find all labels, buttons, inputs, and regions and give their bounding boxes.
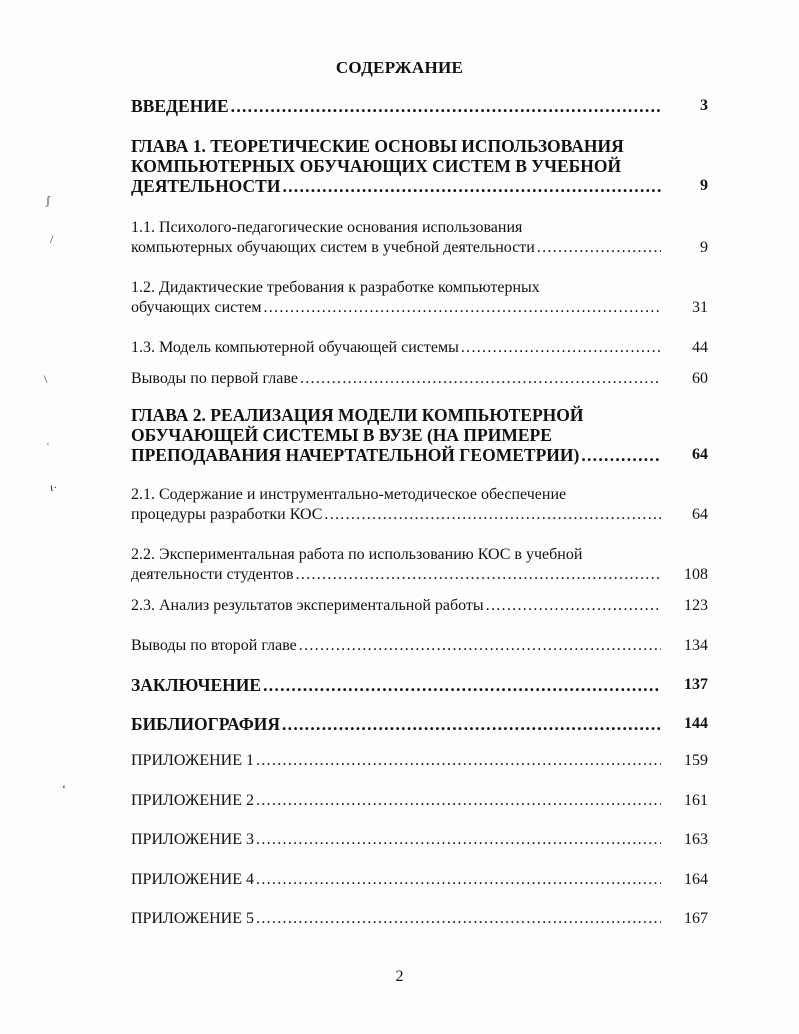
toc-entry-text: ДЕЯТЕЛЬНОСТИ [131, 176, 281, 196]
toc-entry-section-2-1[interactable] [131, 485, 708, 525]
toc-page-number: 9 [700, 177, 708, 194]
leader-dots [282, 176, 661, 196]
toc-entry-text-line: 1.2. Дидактические требования к разработке компьютерных [131, 279, 540, 296]
toc-page-number: 161 [684, 792, 708, 809]
toc-page-number: 64 [692, 446, 708, 463]
leader-dots [264, 298, 662, 318]
toc-entry-conclusions-2[interactable] [131, 636, 708, 656]
toc-page-number: 9 [700, 239, 708, 256]
scan-artifact-mark: ʻ [62, 782, 66, 796]
scan-artifact-mark: ʃ [46, 193, 50, 207]
toc-entry-text-line: ОБУЧАЮЩЕЙ СИСТЕМЫ В ВУЗЕ (НА ПРИМЕРЕ [131, 425, 552, 445]
toc-page-number: 123 [684, 597, 708, 614]
leader-dots [296, 565, 661, 585]
toc-entry-text: обучающих систем [131, 299, 262, 316]
toc-entry-section-1-2[interactable] [131, 278, 708, 318]
leader-dots [256, 909, 661, 929]
leader-dots [256, 830, 661, 850]
toc-entry-appendix-3[interactable] [131, 830, 708, 850]
toc-page-number: 31 [692, 299, 708, 316]
toc-page-number: 108 [684, 566, 708, 583]
leader-dots [581, 445, 661, 465]
toc-entry-text: ВВЕДЕНИЕ [131, 96, 229, 116]
leader-dots [537, 238, 661, 258]
toc-page-number: 159 [684, 752, 708, 769]
page-title: СОДЕРЖАНИЕ [335, 58, 464, 77]
toc-entry-text: компьютерных обучающих систем в учебной деятельности [131, 239, 535, 256]
toc-entry-text-line: 2.2. Экспериментальная работа по использованию КОС в учебной [131, 546, 583, 563]
leader-dots [461, 338, 661, 358]
leader-dots [256, 791, 661, 811]
toc-entry-section-1-3[interactable] [131, 338, 708, 358]
toc-entry-appendix-4[interactable] [131, 870, 708, 890]
toc-entry-appendix-2[interactable] [131, 791, 708, 811]
toc-entry-chapter-1[interactable] [131, 136, 708, 196]
leader-dots [486, 596, 661, 616]
leader-dots [324, 505, 661, 525]
leader-dots [256, 751, 661, 771]
leader-dots [263, 675, 661, 695]
toc-entry-bibliography[interactable] [131, 714, 708, 734]
leader-dots [256, 870, 661, 890]
scan-artifact-mark: ʿ [46, 440, 50, 454]
toc-page-number: 144 [684, 715, 708, 732]
toc-entry-text: Выводы по второй главе [131, 637, 297, 654]
toc-entry-text: ПРИЛОЖЕНИЕ 4 [131, 871, 255, 888]
toc-page-number: 60 [692, 370, 708, 387]
toc-page-number: 163 [684, 831, 708, 848]
toc-page-number: 64 [692, 506, 708, 523]
toc-entry-section-2-2[interactable] [131, 545, 708, 585]
toc-entry-text: ПРИЛОЖЕНИЕ 5 [131, 910, 255, 927]
toc-entry-text-line: 2.1. Содержание и инструментально-методическое обеспечение [131, 486, 567, 503]
toc-entry-appendix-5[interactable] [131, 909, 708, 929]
leader-dots [282, 714, 661, 734]
toc-entry-text-line: ГЛАВА 2. РЕАЛИЗАЦИЯ МОДЕЛИ КОМПЬЮТЕРНОЙ [131, 405, 584, 425]
toc-entry-text: ПРЕПОДАВАНИЯ НАЧЕРТАТЕЛЬНОЙ ГЕОМЕТРИИ) [131, 445, 580, 465]
scan-artifact-mark: ɩ· [50, 480, 58, 494]
toc-entry-text: БИБЛИОГРАФИЯ [131, 714, 280, 734]
toc-entry-text: Выводы по первой главе [131, 370, 298, 387]
toc-entry-text: процедуры разработки КОС [131, 506, 323, 523]
toc-entry-text: ПРИЛОЖЕНИЕ 3 [131, 831, 255, 848]
scan-artifact-mark: \ [44, 372, 48, 386]
leader-dots [231, 96, 661, 116]
toc-entry-text-line: 1.1. Психолого-педагогические основания использования [131, 219, 523, 236]
toc-page-number: 134 [684, 637, 708, 654]
toc-page-number: 44 [692, 339, 708, 356]
toc-page-number: 3 [700, 97, 708, 114]
toc-entry-section-2-3[interactable] [131, 596, 708, 616]
leader-dots [299, 636, 661, 656]
leader-dots [300, 369, 661, 389]
toc-entry-intro[interactable] [131, 96, 708, 116]
toc-entry-text: 1.3. Модель компьютерной обучающей системы [131, 339, 459, 356]
toc-page-number: 164 [684, 871, 708, 888]
toc-entry-conclusion[interactable] [131, 675, 708, 695]
toc-entry-text: деятельности студентов [131, 566, 294, 583]
toc-entry-text: 2.3. Анализ результатов экспериментальной работы [131, 597, 484, 614]
toc-entry-text: ЗАКЛЮЧЕНИЕ [131, 675, 262, 695]
toc-entry-appendix-1[interactable] [131, 751, 708, 771]
toc-entry-text: ПРИЛОЖЕНИЕ 2 [131, 792, 255, 809]
toc-entry-conclusions-1[interactable] [131, 369, 708, 389]
toc-entry-text-line: ГЛАВА 1. ТЕОРЕТИЧЕСКИЕ ОСНОВЫ ИСПОЛЬЗОВАНИЯ [131, 136, 624, 156]
scan-artifact-mark: / [50, 232, 54, 246]
toc-page-number: 167 [684, 910, 708, 927]
toc-entry-section-1-1[interactable] [131, 218, 708, 258]
toc-entry-text-line: КОМПЬЮТЕРНЫХ ОБУЧАЮЩИХ СИСТЕМ В УЧЕБНОЙ [131, 156, 622, 176]
page-number: 2 [395, 968, 404, 985]
toc-page-number: 137 [684, 676, 708, 693]
toc-entry-text: ПРИЛОЖЕНИЕ 1 [131, 752, 255, 769]
toc-entry-chapter-2[interactable] [131, 405, 708, 465]
